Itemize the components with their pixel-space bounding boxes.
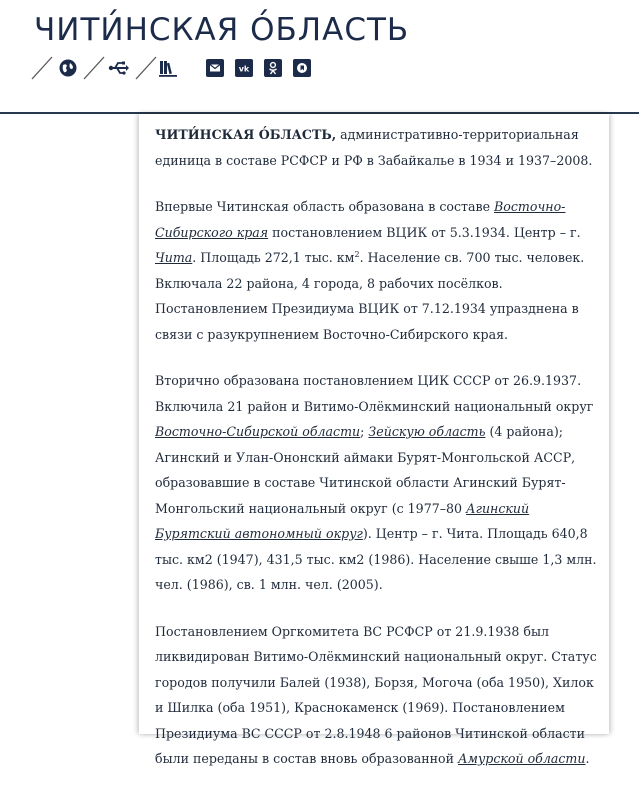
- article-paragraph-4: Постановлением Оргкомитета ВС РСФСР от 21.9.1938 был ликвидирован Витимо-Олёкминский национальный округ. Статус городов получили Балей (1938), Борзя, Могоча (оба 1950), Хилок и Шилка (оба 1951), Краснокаменск (1969). Постановлением Президиума ВС СССР от 2.8.1948 6 районов Читинской области были переданы в состав вновь образованной Амурской области.: [155, 623, 597, 766]
- globe-icon[interactable]: [58, 58, 78, 78]
- icon-toolbar: [30, 54, 330, 82]
- link-chita[interactable]: Чита: [155, 250, 193, 265]
- svg-text:vk: vk: [238, 64, 250, 74]
- link-zeyskaya-oblast[interactable]: Зейскую область: [368, 424, 486, 439]
- page-title: ЧИТИ́НСКАЯ О́БЛАСТЬ: [34, 12, 410, 48]
- link-amurskaya-oblast[interactable]: Амурской области: [457, 751, 586, 766]
- books-icon[interactable]: [158, 58, 178, 78]
- divider-slash: [82, 56, 106, 80]
- bookmark-icon[interactable]: [293, 59, 311, 77]
- article-paragraph-2: Впервые Читинская область образована в составе Восточно-Сибирского края постановлением ВЦИК от 5.3.1934. Центр – г. Чита. Площадь 272,1 тыс. $км^2$. Население св. 700 тыс. человек. Включала 22 района, 4 города, 8 рабочих посёлков. Постановлением Президиума ВЦИК от 7.12.1934 упразднена в связи с разукрупнением Восточно-Сибирского края.: [155, 199, 585, 342]
- usb-icon[interactable]: [108, 58, 128, 78]
- divider-slash: [30, 56, 54, 80]
- mail-icon[interactable]: [206, 59, 224, 77]
- link-vostochno-sibirskaya-oblast[interactable]: Восточно-Сибирской области: [155, 424, 361, 439]
- article-body: [155, 122, 597, 793]
- article-headword: ЧИТИ́НСКАЯ О́БЛАСТЬ,: [155, 127, 337, 142]
- article-paragraph-3: Вторично образована постановлением ЦИК СССР от 26.9.1937. Включила 21 район и Витимо-Олёкминский национальный округ Восточно-Сибирской области; Зейскую область (4 района); Агинский и Улан-Ононский аймаки Бурят-Монгольской АССР, образовавшие в составе Читинской области Агинский Бурят-Монгольский национальный округ (с 1977–80 Агинский Бурятский автономный округ). Центр – г. Чита. Площадь 640,8 тыс. км2 (1947), 431,5 тыс. км2 (1986). Население свыше 1,3 млн. чел. (1986), св. 1 млн. чел. (2005).: [155, 373, 597, 592]
- vk-icon[interactable]: [235, 59, 253, 77]
- link-aginsky-okrug[interactable]: Агинский Бурятский автономный округ: [155, 500, 530, 541]
- header: [0, 0, 639, 113]
- divider-slash: [134, 56, 158, 80]
- odnoklassniki-icon[interactable]: [264, 59, 282, 77]
- link-vostochno-sibirsky-kray[interactable]: Восточно-Сибирского края: [155, 199, 566, 240]
- article-paragraph-1: ЧИТИ́НСКАЯ О́БЛАСТЬ, административно-территориальная единица в составе РСФСР и РФ в Забайкалье в 1934 и 1937–2008.: [155, 127, 593, 168]
